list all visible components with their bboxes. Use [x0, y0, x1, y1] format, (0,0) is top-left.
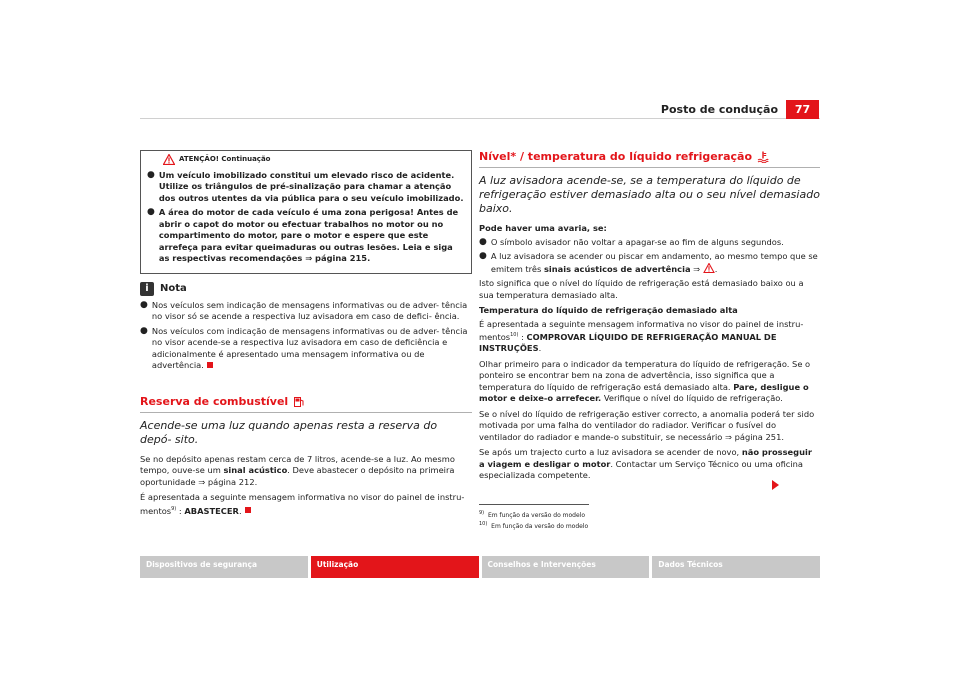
text-run: .: [238, 505, 242, 516]
tab-dispositivos-seguranca[interactable]: Dispositivos de segurança: [140, 556, 308, 578]
text-run: .: [538, 343, 542, 354]
text-run: . Deve abastecer o depósito na primeira oportunidade ⇒ página 212.: [140, 465, 455, 487]
bullet-dot: ●: [147, 169, 155, 180]
footnote-mark: 9): [479, 509, 485, 516]
text-run: Verifique o nível do líquido de refrigeração.: [601, 393, 783, 404]
end-marker-icon: [207, 362, 213, 368]
tab-dados-tecnicos[interactable]: Dados Técnicos: [652, 556, 820, 578]
text-run: Se após um trajecto curto a luz avisadora se acender de novo,: [479, 447, 742, 458]
footnote-ref: 9): [171, 505, 177, 512]
section-subtitle: Acende-se uma luz quando apenas resta a reserva do depó- sito.: [140, 418, 438, 446]
coolant-temperature-icon: [757, 151, 769, 163]
footnote-rule: [479, 504, 589, 505]
end-marker-icon: [245, 507, 251, 513]
text-run-bold: COMPROVAR LÍQUIDO DE REFRIGERAÇÃO MANUAL DE INSTRUÇÕES: [479, 331, 777, 354]
tab-conselhos-intervencoes[interactable]: Conselhos e Intervenções: [482, 556, 650, 578]
text-run-bold: sinal acústico: [223, 465, 288, 475]
fault-bullet: [479, 251, 820, 275]
text-run-bold: não prosseguir a viagem e desligar o motor: [479, 447, 812, 469]
warning-bullet: [147, 170, 465, 205]
footnote: [479, 509, 820, 520]
note-header: [140, 282, 472, 296]
fuel-pump-icon: [293, 396, 305, 408]
note-bullet-text: Nos veículos sem indicação de mensagens informativas ou de adver- tência no visor só se acende a respectiva luz avisadora em caso de defici- ência.: [151, 299, 468, 321]
header-rule: [140, 118, 820, 119]
bullet-dot: ●: [140, 299, 148, 310]
paragraph: Se o nível do líquido de refrigeração estiver correcto, a anomalia poderá ter sido motivada por uma falha do ventilador do radiador. Verificar o fusível do ventilador do radiador e mande-o substituir, se necessário ⇒ página 251.: [479, 408, 815, 442]
page-number: 77: [786, 100, 819, 119]
warning-label: ATENÇÃO! Continuação: [179, 155, 271, 163]
footer-nav: [140, 556, 820, 578]
text-run-bold: sinais acústicos de advertência: [543, 263, 691, 274]
footnote: [479, 520, 820, 531]
warning-box: [140, 150, 472, 274]
text-run: . Contactar um Serviço Técnico ou uma oficina especializada competente.: [479, 458, 804, 481]
section-title-coolant: [479, 150, 820, 164]
paragraph: [479, 447, 820, 482]
tab-utilizacao[interactable]: Utilização: [311, 556, 479, 578]
section-title-fuel: [140, 395, 472, 409]
fault-bullet-text: O símbolo avisador não voltar a apagar-se ao fim de alguns segundos.: [490, 236, 784, 247]
text-run-bold: ABASTECER: [184, 505, 239, 516]
text-run: .: [714, 263, 718, 274]
note-info-icon: i: [140, 282, 154, 296]
bullet-dot: ●: [147, 207, 155, 217]
section-rule: [140, 412, 472, 413]
warning-triangle-icon: [703, 263, 715, 273]
page-title: Posto de condução: [660, 103, 778, 116]
fault-heading: Pode haver uma avaria, se:: [479, 223, 607, 233]
bullet-dot: ●: [479, 251, 487, 261]
paragraph: [479, 359, 820, 405]
temperature-heading: Temperatura do líquido de refrigeração demasiado alta: [479, 305, 738, 315]
text-run: :: [176, 505, 185, 516]
continue-arrow-icon: [772, 480, 779, 490]
text-run: Olhar primeiro para o indicador da temperatura do líquido de refrigeração. Se o ponteiro se encontrar bem na zona de advertência, isso significa que a temperatura do líquido de refrigeração está demasiado alta.: [479, 358, 811, 392]
section-title-text: Nível* / temperatura do líquido refrigeração: [479, 150, 753, 163]
text-run: :: [518, 331, 527, 342]
bullet-dot: ●: [479, 236, 487, 247]
text-run: É apresentada a seguinte mensagem informativa no visor do painel de instru- mentos: [140, 492, 465, 516]
warning-triangle-icon: [163, 154, 175, 165]
section-rule: [479, 167, 820, 168]
text-run: A luz avisadora se acender ou piscar em andamento, ao mesmo tempo que se emitem três: [490, 251, 818, 274]
footnote-mark: 10): [479, 520, 488, 527]
note-label: Nota: [160, 282, 187, 294]
footnote-text: Em função da versão do modelo: [491, 522, 589, 530]
warning-bullet-text: Um veículo imobilizado constitui um elevado risco de acidente. Utilize os triângulos de pré-sinalização para chamar a atenção dos outros utentes da via pública para o seu veículo imobilizado.: [158, 169, 464, 203]
left-column: [140, 150, 472, 521]
text-run: É apresentada a seguinte mensagem informativa no visor do painel de instru- mentos: [479, 318, 804, 342]
text-run: ⇒: [690, 263, 703, 274]
paragraph: [140, 454, 472, 489]
footnote-ref: 10): [510, 332, 519, 338]
warning-bullet: [147, 207, 465, 265]
section-subtitle: A luz avisadora acende-se, se a temperatura do líquido de refrigeração estiver demasiado alta ou o seu nível demasiado baixo.: [479, 174, 820, 215]
right-column: [479, 150, 820, 531]
section-title-text: Reserva de combustível: [140, 394, 289, 408]
text-run: Se no depósito apenas restam cerca de 7 litros, acende-se a luz. Ao mesmo tempo, ouve-se um: [140, 453, 455, 475]
note-bullet: [140, 300, 472, 323]
warning-header: [163, 154, 465, 166]
text-run-bold: Pare, desligue o motor e deixe-o arrefecer.: [479, 381, 809, 404]
fault-bullet: [479, 237, 820, 249]
paragraph: [140, 492, 472, 517]
paragraph: [479, 319, 820, 355]
paragraph: Isto significa que o nível do líquido de refrigeração está demasiado baixo ou a sua temperatura demasiado alta.: [479, 278, 804, 300]
bullet-dot: ●: [140, 325, 148, 336]
note-bullet: [140, 326, 472, 372]
note-bullet-text: Nos veículos com indicação de mensagens informativas ou de adver- tência no visor acende-se a respectiva luz avisadora em caso de deficiência e adicionalmente é apresentado uma mensagem informativa ou de advertência.: [151, 325, 468, 370]
warning-bullet-text: A área do motor de cada veículo é uma zona perigosa! Antes de abrir o capot do motor ou efectuar trabalhos no motor ou no compartimento do motor, pare o motor e espere que este arrefeça para evitar queimaduras ou outras lesões. Leia e siga as respectivas recomendações ⇒ página 215.: [158, 207, 459, 263]
footnote-text: Em função da versão do modelo: [487, 511, 586, 519]
